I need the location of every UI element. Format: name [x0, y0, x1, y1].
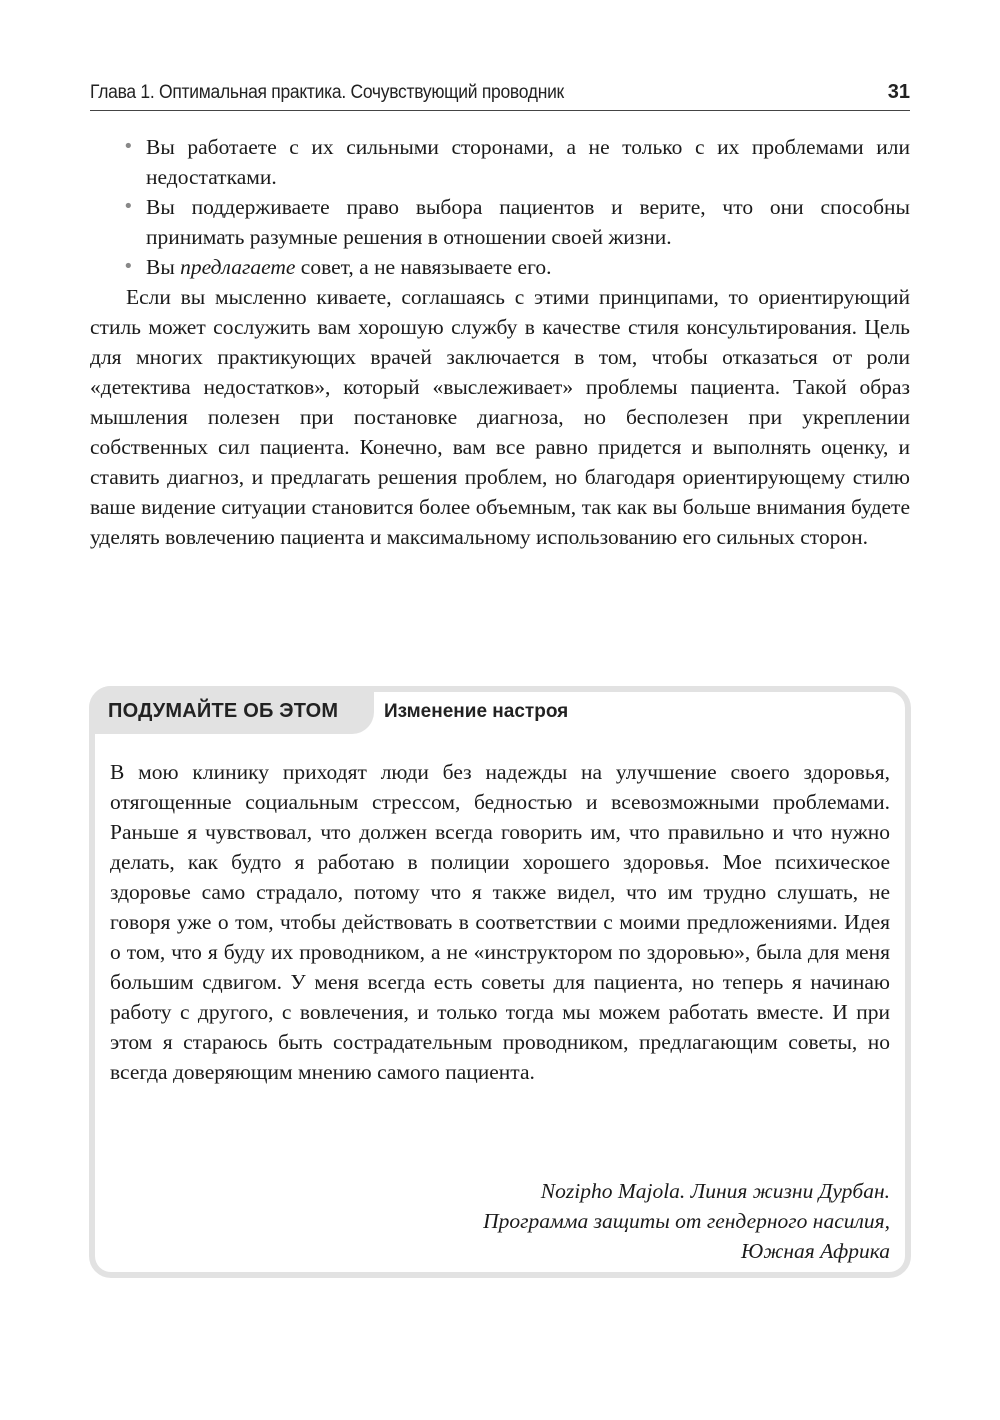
list-item [90, 252, 910, 282]
sidebar-title: Изменение настроя [384, 701, 569, 722]
sidebar-body: В мою клинику приходят люди без надежды на улучшение своего здоровья, отягощенные социальным стрессом, бедностью и всевозможными проблемами. Раньше я чувствовал, что должен всегда говорить им, что правильно и что нужно делать, как будто я работаю в полиции хорошего здоровья. Мое психическое здоровье само страдало, потому что я также видел, что им трудно слушать, не говоря уже о том, чтобы действовать в соответствии с моими предложениями. Идея о том, что я буду их проводником, а не «инструктором по здоровью», была для меня большим сдвигом. У меня всегда есть советы для пациента, но теперь я начинаю работу с другого, с вовлечения, и только тогда мы можем работать вместе. И при этом я стараюсь быть сострадательным проводником, предлагающим советы, но всегда доверяющим мнению самого пациента. [110, 760, 890, 1084]
sidebar-label: ПОДУМАЙТЕ ОБ ЭТОМ [108, 700, 339, 722]
bullet-text: Вы работаете с их сильными сторонами, а не только с их проблемами или недостатками. [146, 135, 910, 189]
attribution-line: Программа защиты от гендерного насилия, [483, 1209, 890, 1233]
attribution-line: Южная Африка [741, 1239, 890, 1263]
page-number: 31 [887, 81, 910, 103]
bullet-icon: • [123, 256, 134, 277]
main-text [90, 132, 910, 552]
list-item [90, 192, 910, 252]
bullet-text-before: Вы [146, 255, 181, 279]
bullet-icon: • [123, 196, 134, 217]
chapter-title: Глава 1. Оптимальная практика. Сочувствующий проводник [90, 82, 564, 103]
bullet-icon: • [123, 136, 134, 157]
bullet-emphasis: предлагаете [180, 255, 296, 279]
bullet-list [90, 132, 910, 282]
bullet-text-after: совет, а не навязываете его. [295, 255, 552, 279]
attribution-line: Nozipho Majola. Линия жизни Дурбан. [540, 1179, 890, 1203]
body-paragraph: Если вы мысленно киваете, соглашаясь с этими принципами, то ориентирующий стиль может сослужить вам хорошую службу в качестве стиля консультирования. Цель для многих практикующих врачей заключается в том, чтобы отказаться от роли «детектива недостатков», который «выслеживает» проблемы пациента. Такой образ мышления полезен при постановке диагноза, но бесполезен при укреплении собственных сил пациента. Конечно, вам все равно придется и выполнять оценку, и ставить диагноз, и предлагать решения проблем, но благодаря ориентирующему стилю ваше видение ситуации становится более объемным, так как вы больше внимания будете уделять вовлечению пациента и максимальному использованию его сильных сторон. [90, 285, 910, 549]
list-item [90, 132, 910, 192]
sidebar-attribution [290, 1176, 890, 1266]
bullet-text: Вы поддерживаете право выбора пациентов и верите, что они способны принимать разумные решения в отношении своей жизни. [146, 195, 910, 249]
running-header [90, 82, 910, 111]
